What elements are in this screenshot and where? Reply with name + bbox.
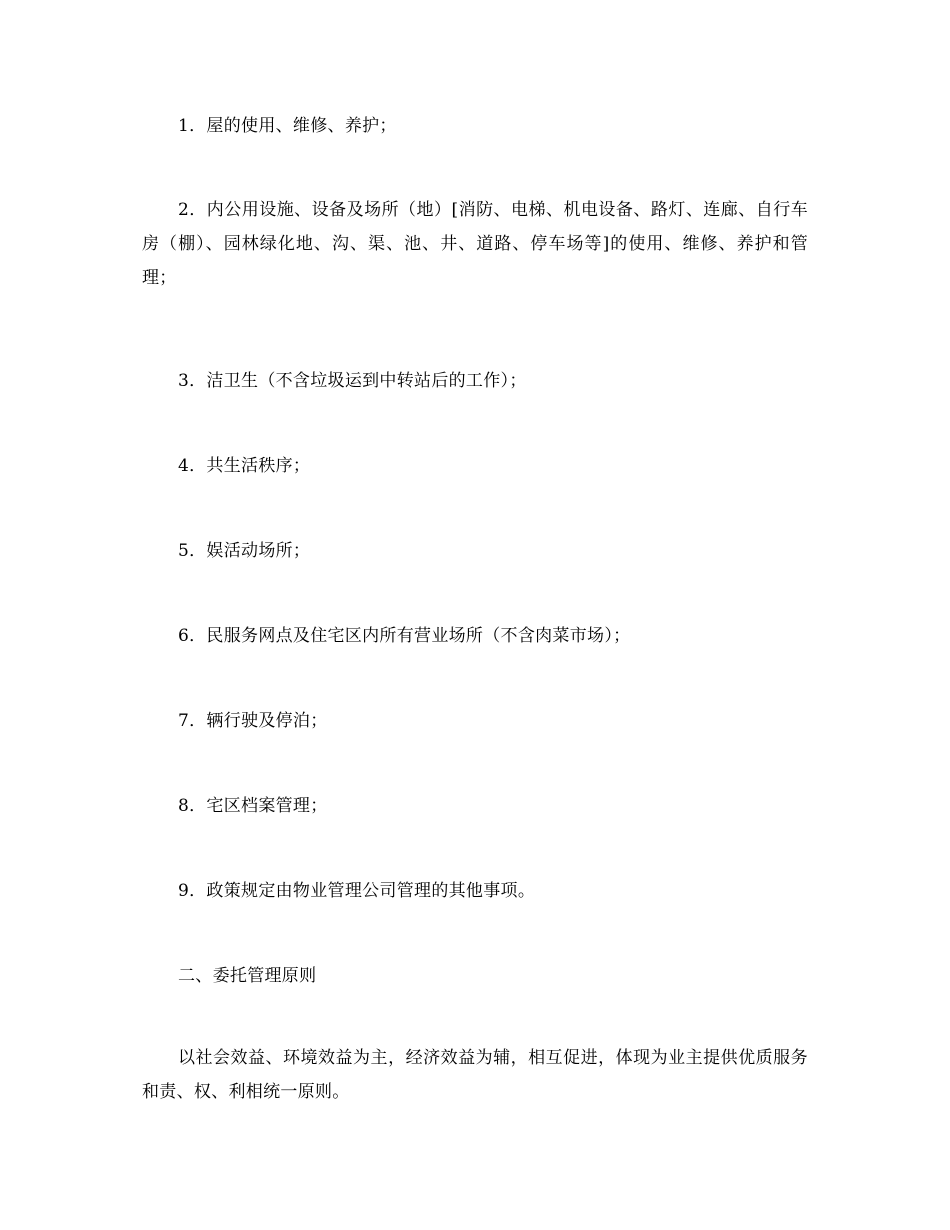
body-paragraph: 以社会效益、环境效益为主，经济效益为辅，相互促进，体现为业主提供优质服务和责、权、利相统一原则。 <box>142 1048 808 1102</box>
list-item-4: 4．共生活秩序； <box>178 456 311 476</box>
list-item-2: 2．内公用设施、设备及场所（地）[消防、电梯、机电设备、路灯、连廊、自行车房（棚）、园林绿化地、沟、渠、池、井、道路、停车场等]的使用、维修、养护和管理； <box>142 200 808 288</box>
section-heading: 二、委托管理原则 <box>178 966 317 986</box>
list-item-8: 8．宅区档案管理； <box>178 796 328 816</box>
list-item-6: 6．民服务网点及住宅区内所有营业场所（不含肉菜市场）； <box>178 626 631 646</box>
list-item-5: 5．娱活动场所； <box>178 541 311 561</box>
list-item-3: 3．洁卫生（不含垃圾运到中转站后的工作）； <box>178 371 527 391</box>
list-item-9: 9．政策规定由物业管理公司管理的其他事项。 <box>178 881 536 901</box>
list-item-7: 7．辆行驶及停泊； <box>178 711 328 731</box>
list-item-1: 1．屋的使用、维修、养护； <box>178 116 397 136</box>
